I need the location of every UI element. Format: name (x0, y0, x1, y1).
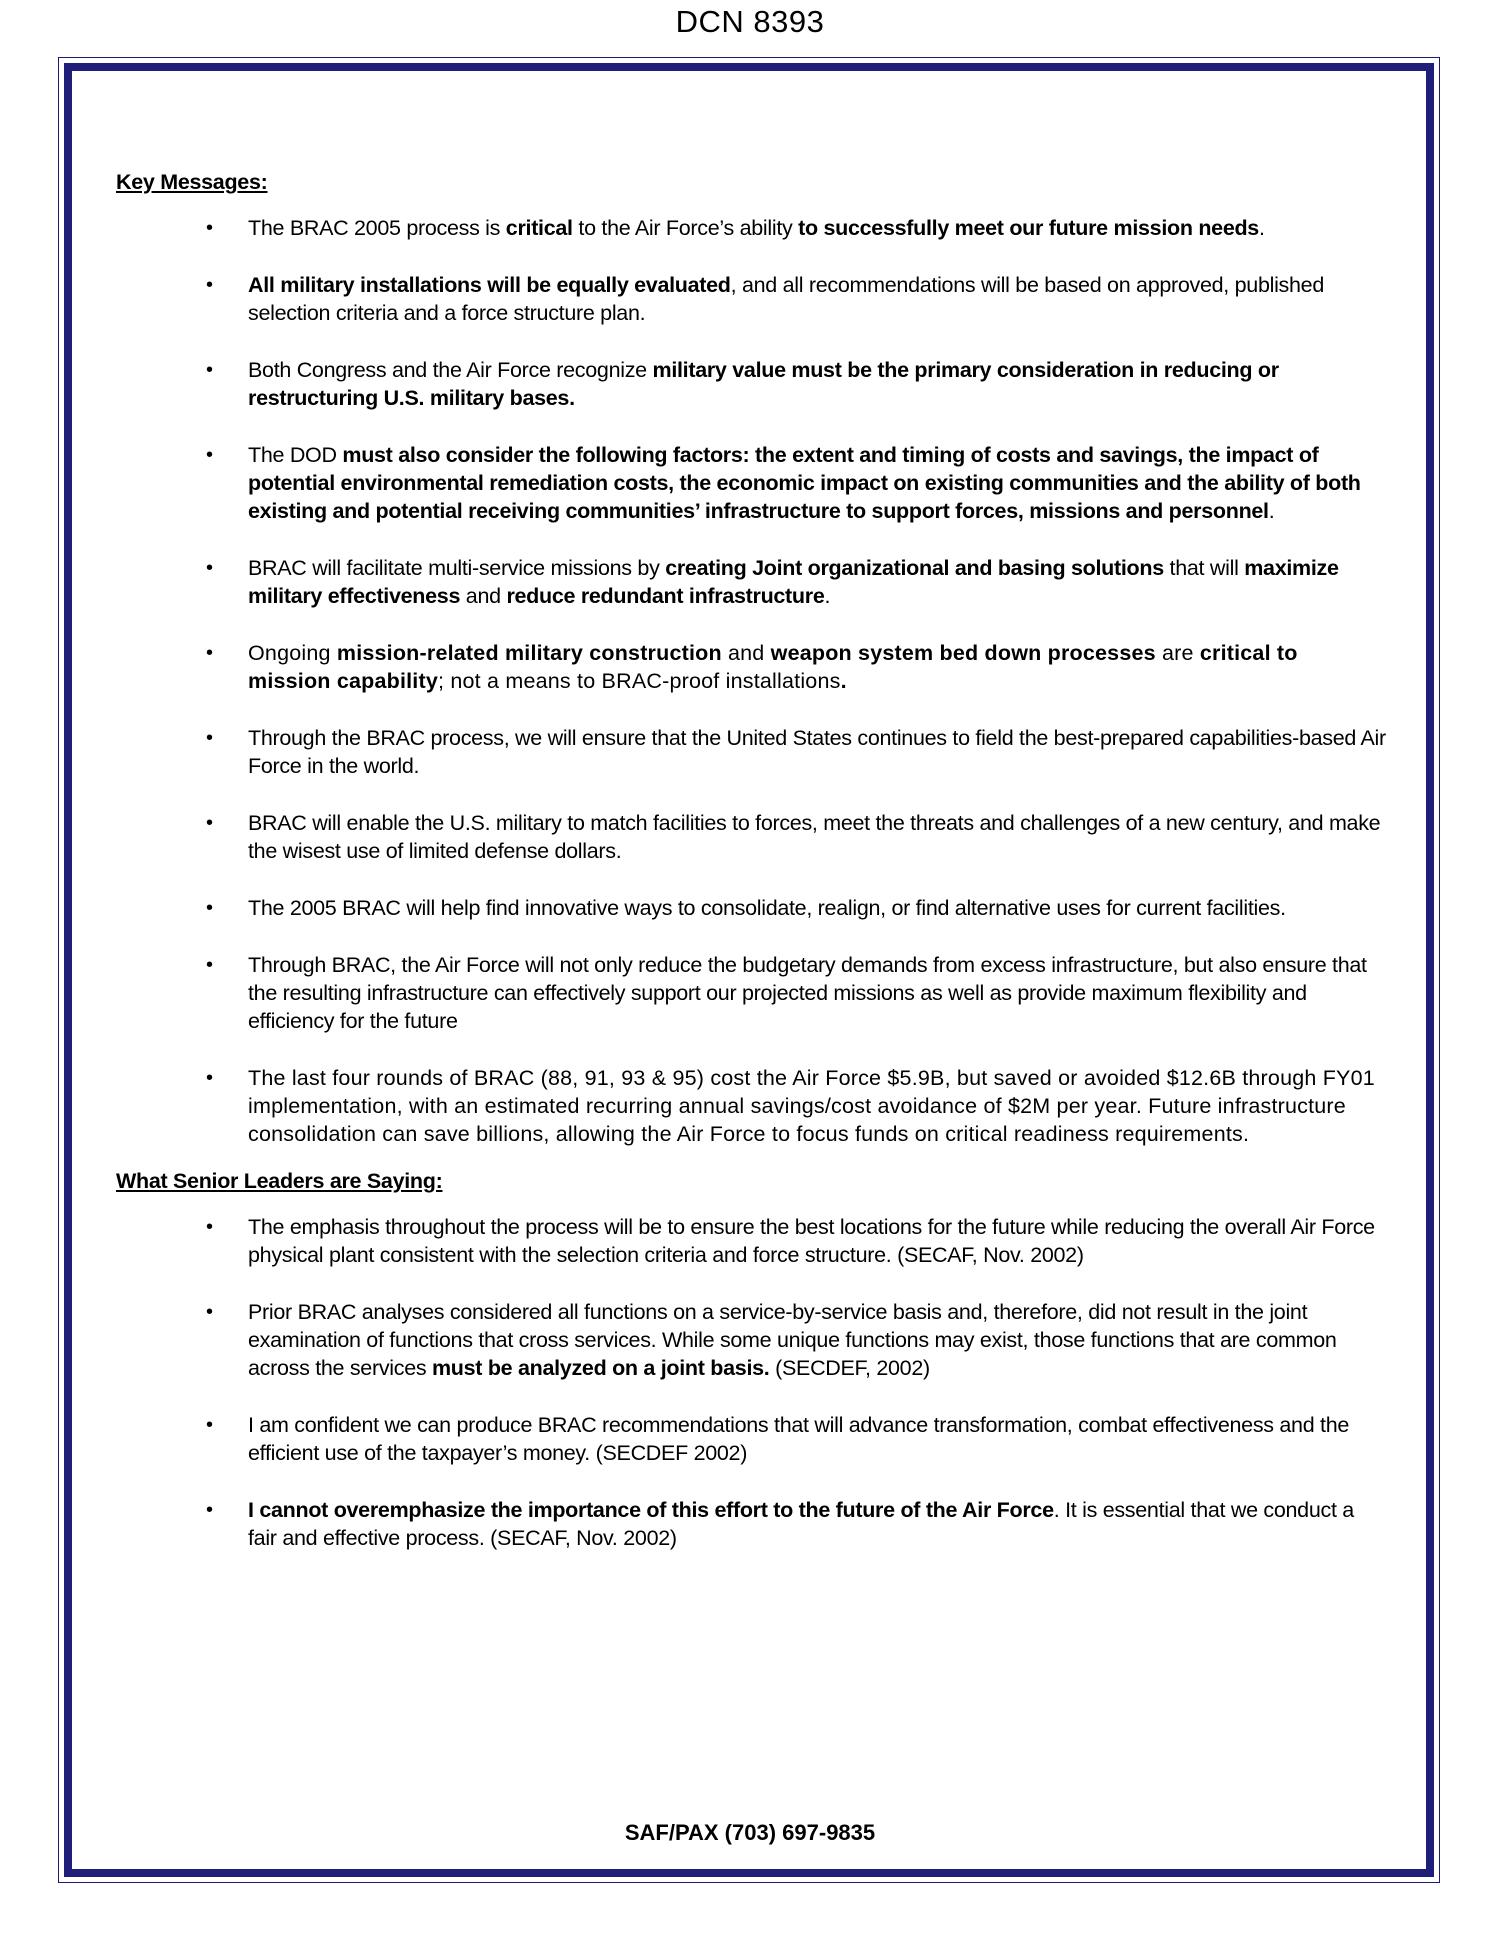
key-messages-heading: Key Messages: (116, 170, 268, 194)
body-text: and (460, 584, 507, 608)
body-text: The BRAC 2005 process is (248, 216, 506, 240)
body-text: . (1258, 216, 1265, 240)
list-item (116, 809, 1396, 865)
body-text: to the Air Force’s ability (572, 216, 799, 240)
contact-footer: SAF/PAX (703) 697-9835 (624, 1820, 876, 1845)
list-item (116, 1213, 1396, 1269)
body-text: Through BRAC, the Air Force will not only reduce the budgetary demands from excess infrastructure, but also ensure that the resulting infrastructure can effectively support our projected missions as well as provide maximum flexibility and efficiency for the future (248, 953, 1367, 1033)
body-text: BRAC will enable the U.S. military to match facilities to forces, meet the threats and challenges of a new century, and make the wisest use of limited defense dollars. (248, 811, 1381, 863)
body-text: Prior BRAC analyses considered all functions on a service-by-service basis and, therefore, did not result in the joint examination of functions that cross services. While some unique functions may exist, those functions that are common across the services (248, 1300, 1337, 1380)
emphasized-text: military value must be the primary consideration in reducing or restructuring U.S. military bases. (248, 358, 1279, 410)
document-body (116, 168, 1396, 1581)
list-item (116, 1298, 1396, 1382)
list-item (116, 1496, 1396, 1552)
body-text: The emphasis throughout the process will be to ensure the best locations for the future while reducing the overall Air Force physical plant consistent with the selection criteria and force structure. (SECAF, Nov. 2002) (248, 1215, 1375, 1267)
list-item (116, 1064, 1396, 1148)
emphasized-text: I cannot overemphasize the importance of this effort to the future of the Air Force (248, 1498, 1054, 1522)
body-text: BRAC will facilitate multi-service missions by (248, 556, 666, 580)
emphasized-text: reduce redundant infrastructure (506, 584, 825, 608)
senior-leaders-list (116, 1213, 1396, 1552)
body-text: (SECDEF, 2002) (769, 1356, 930, 1380)
emphasized-text: to successfully meet our future mission needs (798, 216, 1259, 240)
body-text: The 2005 BRAC will help find innovative ways to consolidate, realign, or find alternative uses for current facilities. (248, 896, 1286, 920)
emphasized-text: maximize military effectiveness (248, 556, 1339, 608)
emphasized-text: weapon system bed down processes (770, 641, 1156, 665)
emphasized-text: . (840, 669, 847, 693)
list-item (116, 214, 1396, 242)
body-text: The DOD (248, 443, 343, 467)
emphasized-text: All military installations will be equally evaluated (248, 273, 731, 297)
emphasized-text: must also consider the following factors: the extent and timing of costs and savings, the impact of potential environmental remediation costs, the economic impact on existing communities and the ability of both existing and potential receiving communities’ infrastructure to support forces, missions and personnel (248, 443, 1361, 523)
body-text: Through the BRAC process, we will ensure that the United States continues to field the best-prepared capabilities-based Air Force in the world. (248, 726, 1386, 778)
list-item (116, 724, 1396, 780)
list-item (116, 951, 1396, 1035)
list-item (116, 271, 1396, 327)
emphasized-text: critical to mission capability (248, 641, 1298, 693)
body-text: . (824, 584, 831, 608)
list-item (116, 894, 1396, 922)
list-item (116, 356, 1396, 412)
emphasized-text: must be analyzed on a joint basis. (431, 1356, 770, 1380)
body-text: I am confident we can produce BRAC recommendations that will advance transformation, combat effectiveness and the efficient use of the taxpayer’s money. (SECDEF 2002) (248, 1413, 1350, 1465)
list-item (116, 639, 1396, 695)
document-control-number: DCN 8393 (675, 4, 825, 39)
body-text: and (721, 641, 771, 665)
emphasized-text: mission-related military construction (336, 641, 722, 665)
body-text: , and all recommendations will be based on approved, published selection criteria and a force structure plan. (248, 273, 1324, 325)
body-text: ; not a means to BRAC-proof installations (438, 669, 841, 693)
body-text: that will (1163, 556, 1245, 580)
body-text: . It is essential that we conduct a fair and effective process. (SECAF, Nov. 2002) (248, 1498, 1354, 1550)
body-text: are (1155, 641, 1200, 665)
list-item (116, 441, 1396, 525)
emphasized-text: critical (505, 216, 573, 240)
list-item (116, 554, 1396, 610)
body-text: . (1268, 499, 1275, 523)
senior-leaders-heading: What Senior Leaders are Saying: (116, 1169, 443, 1193)
body-text: The last four rounds of BRAC (88, 91, 93 & 95) cost the Air Force $5.9B, but saved or avoided $12.6B through FY01 implementation, with an estimated recurring annual savings/cost avoidance of $2M per year. Future infrastructure consolidation can save billions, allowing the Air Force to focus funds on critical readiness requirements. (248, 1066, 1375, 1146)
body-text: Ongoing (248, 641, 337, 665)
emphasized-text: creating Joint organizational and basing solutions (665, 556, 1164, 580)
body-text: Both Congress and the Air Force recognize (248, 358, 653, 382)
list-item (116, 1411, 1396, 1467)
key-messages-list (116, 214, 1396, 1148)
